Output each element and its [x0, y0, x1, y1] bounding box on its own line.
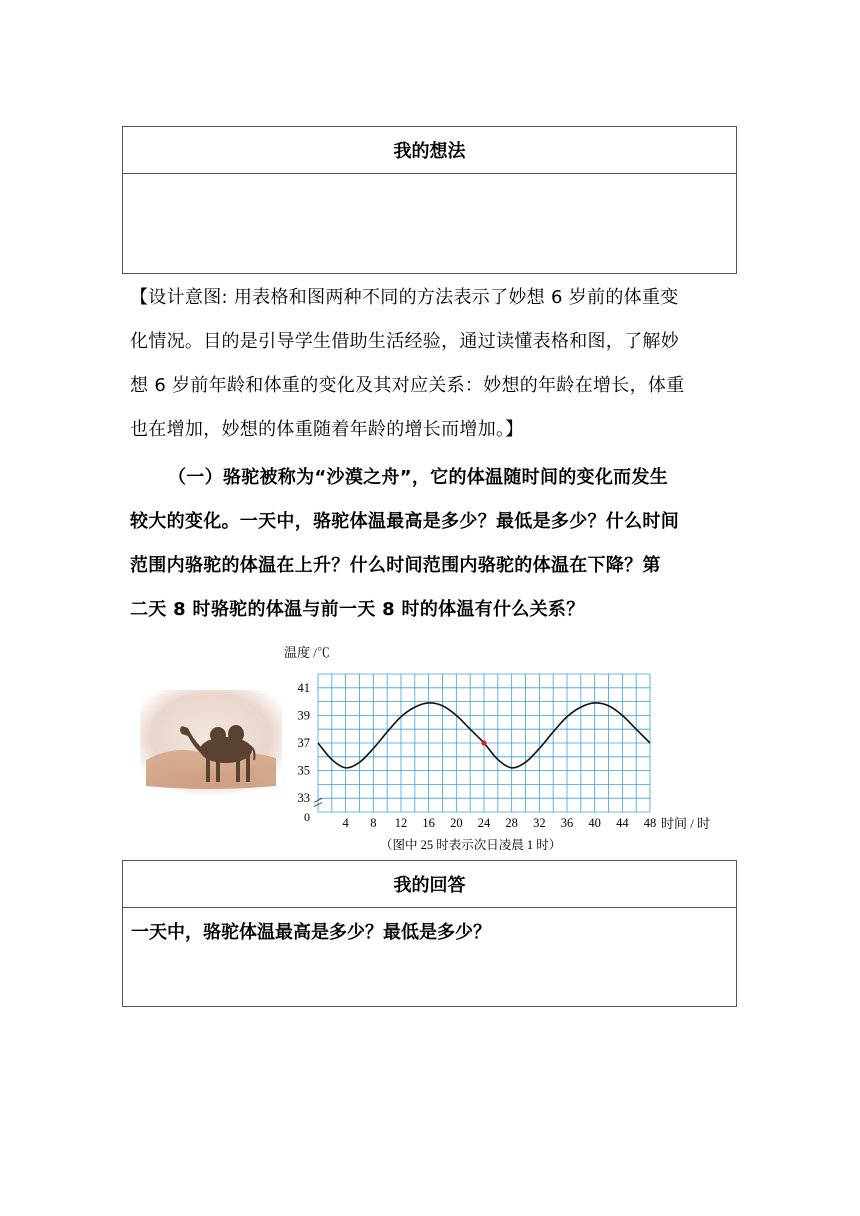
x-tick-label: 16 [422, 816, 435, 830]
y-tick-label: 33 [297, 791, 310, 806]
design-line: 化情况。目的是引导学生借助生活经验，通过读懂表格和图，了解妙 [130, 331, 679, 352]
my-thoughts-header: 我的想法 [123, 127, 736, 174]
x-tick-label: 44 [616, 816, 629, 830]
x-tick-label: 8 [370, 816, 377, 830]
x-tick-label: 32 [533, 816, 546, 830]
question-line: 较大的变化。一天中，骆驼体温最高是多少？最低是多少？什么时间 [130, 511, 679, 532]
design-line: 也在增加，妙想的体重随着年龄的增长而增加。】 [130, 419, 524, 440]
x-tick-label: 40 [588, 816, 601, 830]
camel-temperature-chart [270, 640, 730, 855]
y-tick-label: 41 [297, 680, 310, 695]
x-tick-label: 48 [643, 816, 657, 830]
x-tick-label: 12 [394, 816, 408, 830]
x-axis-label: 时间 / 时 [661, 816, 711, 831]
x-tick-label: 20 [450, 816, 463, 830]
y-axis-label: 温度 /℃ [284, 645, 330, 660]
x-tick-label: 24 [477, 816, 491, 830]
x-tick-label: 28 [505, 816, 518, 830]
question-line: 二天 8 时骆驼的体温与前一天 8 时的体温有什么关系？ [130, 599, 585, 620]
my-thoughts-box [122, 126, 737, 274]
camel-question [130, 456, 740, 632]
question-line: （一）骆驼被称为“沙漠之舟”，它的体温随时间的变化而发生 [168, 467, 669, 488]
chart-note: （图中 25 时表示次日凌晨 1 时） [380, 838, 562, 852]
y-tick-label: 39 [297, 708, 310, 723]
camel-photo [140, 690, 282, 794]
x-tick-label: 4 [342, 816, 349, 830]
my-answer-box [122, 860, 737, 1007]
question-line: 范围内骆驼的体温在上升？什么时间范围内骆驼的体温在下降？第 [130, 555, 661, 576]
my-answer-header: 我的回答 [123, 861, 736, 908]
y-tick-label: 35 [297, 763, 310, 778]
design-line: 想 6 岁前年龄和体重的变化及其对应关系：妙想的年龄在增长，体重 [130, 375, 685, 396]
y-tick-label: 37 [297, 736, 310, 750]
answer-prompt: 一天中，骆驼体温最高是多少？最低是多少？ [131, 922, 491, 943]
design-line: 【设计意图: 用表格和图两种不同的方法表示了妙想 6 岁前的体重变 [130, 287, 679, 308]
origin-label: 0 [304, 810, 310, 824]
highlight-point [481, 740, 486, 745]
x-tick-label: 36 [560, 816, 574, 830]
my-thoughts-answer-area[interactable] [123, 174, 736, 274]
design-intent-note [130, 276, 740, 452]
